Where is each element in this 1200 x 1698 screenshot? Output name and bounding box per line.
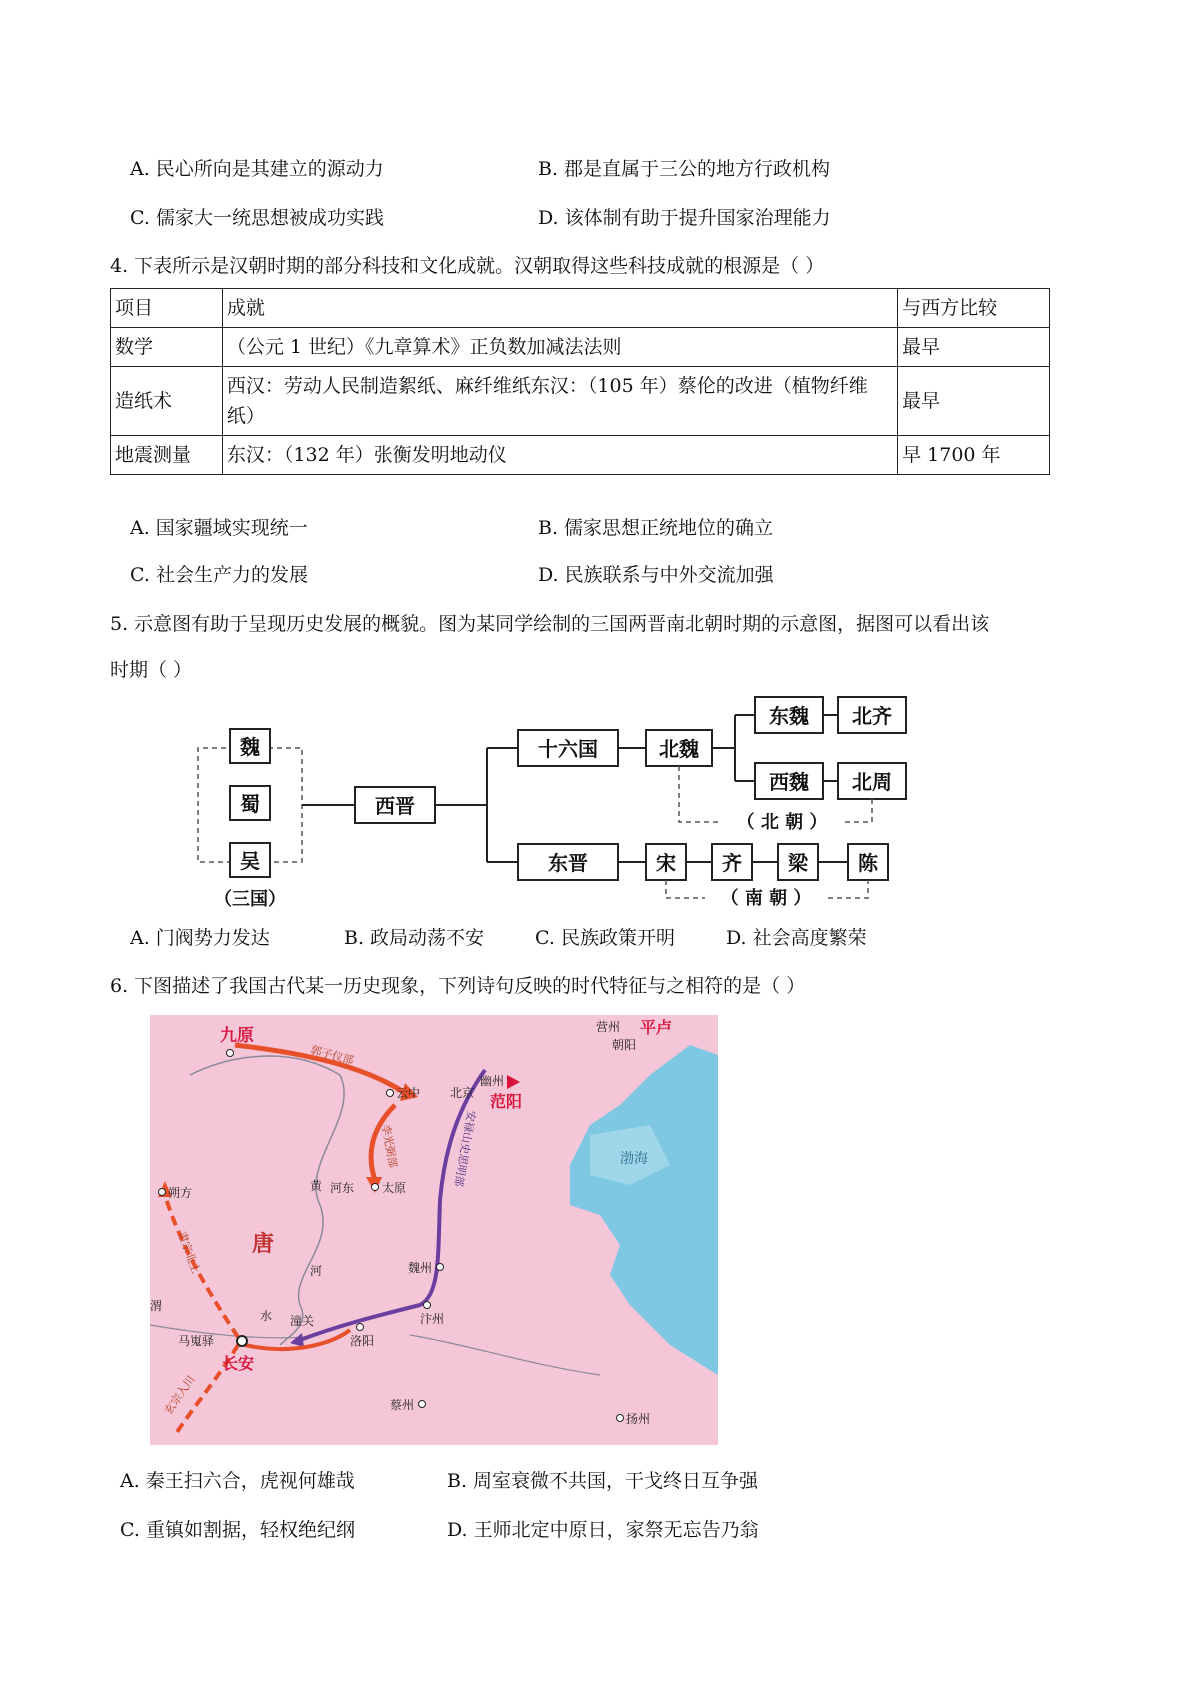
q3-option-d: D. 该体制有助于提升国家治理能力 [538, 207, 831, 229]
table-cell: 早 1700 年 [898, 436, 1050, 475]
box-beiqi: 北齐 [852, 704, 892, 728]
q5-stem-line2: 时期（ ） [110, 659, 193, 681]
box-beizhou: 北周 [852, 770, 892, 794]
map-label-luoyang: 洛阳 [350, 1334, 375, 1348]
box-wu: 吴 [240, 849, 260, 873]
q5-stem-line1: 5. 示意图有助于呈现历史发展的概貌。图为某同学绘制的三国两晋南北朝时期的示意图，据图可以看出该 [110, 613, 990, 635]
q4-option-b: B. 儒家思想正统地位的确立 [538, 517, 774, 539]
map-label-youzhou: 幽州 [480, 1074, 505, 1088]
q5-option-c: C. 民族政策开明 [535, 927, 675, 949]
table-cell: 东汉：（132 年）张衡发明地动仪 [222, 436, 897, 475]
q6-stem: 6. 下图描述了我国古代某一历史现象，下列诗句反映的时代特征与之相符的是（ ） [110, 975, 806, 997]
table-cell: 造纸术 [111, 367, 223, 436]
map-label-hedong: 河东 [330, 1181, 355, 1195]
route-label-xuanzong: 玄宗入川 [161, 1373, 198, 1417]
map-label-mawei: 马嵬驿 [178, 1334, 215, 1348]
label-beichao: （ 北 朝 ） [736, 812, 828, 833]
map-label-bianzhou: 汴州 [420, 1312, 445, 1326]
route-label-an: 安禄山史思明部 [451, 1109, 478, 1188]
q3-option-c: C. 儒家大一统思想被成功实践 [130, 207, 384, 229]
route-label-li: 李光弼部 [379, 1123, 400, 1169]
table-cell: （公元 1 世纪）《九章算术》正负数加减法法则 [222, 328, 897, 367]
map-label-yingzhou: 营州 [596, 1020, 621, 1034]
table-cell: 西汉：劳动人民制造絮纸、麻纤维纸东汉：（105 年）蔡伦的改进（植物纤维纸） [222, 367, 897, 436]
q4-option-a: A. 国家疆域实现统一 [130, 517, 308, 539]
map-label-shuofang: 朔方 [168, 1186, 193, 1200]
map-label-weizhou: 魏州 [408, 1261, 433, 1275]
map-label-tongguan: 潼关 [290, 1314, 315, 1328]
box-shiliuguo: 十六国 [538, 737, 598, 761]
q3-option-b: B. 郡是直属于三公的地方行政机构 [538, 158, 831, 180]
box-beiwei: 北魏 [659, 737, 699, 761]
q5-option-d: D. 社会高度繁荣 [726, 927, 867, 949]
table-cell: 地震测量 [111, 436, 223, 475]
box-xijin: 西晋 [375, 794, 415, 818]
map-label-yangzhou: 扬州 [626, 1412, 651, 1426]
q3-option-a: A. 民心所向是其建立的源动力 [130, 158, 384, 180]
map-label-jiuyuan: 九原 [220, 1026, 254, 1046]
q6-option-a: A. 秦王扫六合，虎视何雄哉 [120, 1470, 355, 1492]
box-liang: 梁 [788, 851, 808, 875]
route-label-suzong: 肃宗北上 [175, 1229, 203, 1276]
q6-option-c: C. 重镇如割据，轻权绝纪纲 [120, 1519, 355, 1541]
box-xiwei: 西魏 [769, 770, 809, 794]
map-label-caizhou: 蔡州 [390, 1398, 415, 1412]
box-dongwei: 东魏 [769, 704, 809, 728]
box-shu: 蜀 [240, 792, 260, 816]
q6-option-d: D. 王师北定中原日，家祭无忘告乃翁 [447, 1519, 759, 1541]
table-cell: 最早 [898, 328, 1050, 367]
label-sanguo: （三国） [214, 889, 286, 910]
map-label-chaoyang: 朝阳 [612, 1038, 637, 1052]
box-song: 宋 [656, 851, 676, 875]
q4-option-d: D. 民族联系与中外交流加强 [538, 564, 774, 586]
map-label-taiyuan: 太原 [382, 1181, 407, 1195]
box-qi: 齐 [722, 851, 742, 875]
q6-option-b: B. 周室衰微不共国，干戈终日互争强 [447, 1470, 759, 1492]
map-label-tang: 唐 [252, 1231, 275, 1257]
q4-stem: 4. 下表所示是汉朝时期的部分科技和文化成就。汉朝取得这些科技成就的根源是（ ） [110, 255, 825, 277]
q5-option-b: B. 政局动荡不安 [344, 927, 485, 949]
box-wei: 魏 [240, 735, 260, 759]
q4-option-c: C. 社会生产力的发展 [130, 564, 308, 586]
route-label-guo: 郭子仪部 [309, 1043, 356, 1068]
table-header-cell: 项目 [111, 289, 223, 328]
map-label-wei-river: 渭 [150, 1299, 163, 1313]
map-label-shui: 水 [260, 1309, 273, 1323]
table-header-cell: 与西方比较 [898, 289, 1050, 328]
table-header-cell: 成就 [222, 289, 897, 328]
map-label-changan: 长安 [222, 1354, 255, 1373]
map-label-fanyang: 范阳 [490, 1092, 523, 1111]
map-label-yunzhong: 云中 [396, 1086, 421, 1100]
q5-option-a: A. 门阀势力发达 [130, 927, 270, 949]
q6-map [150, 1015, 718, 1445]
label-nanchao: （ 南 朝 ） [720, 888, 812, 909]
map-label-bohai: 渤海 [620, 1151, 648, 1167]
map-label-pinglu: 平卢 [640, 1018, 673, 1037]
map-label-beijing: 北京 [450, 1086, 475, 1100]
table-cell: 最早 [898, 367, 1050, 436]
box-chen: 陈 [858, 851, 878, 875]
box-dongjin: 东晋 [548, 851, 588, 875]
map-label-huang: 黄 [310, 1179, 323, 1193]
map-label-he: 河 [310, 1264, 323, 1278]
table-cell: 数学 [111, 328, 223, 367]
